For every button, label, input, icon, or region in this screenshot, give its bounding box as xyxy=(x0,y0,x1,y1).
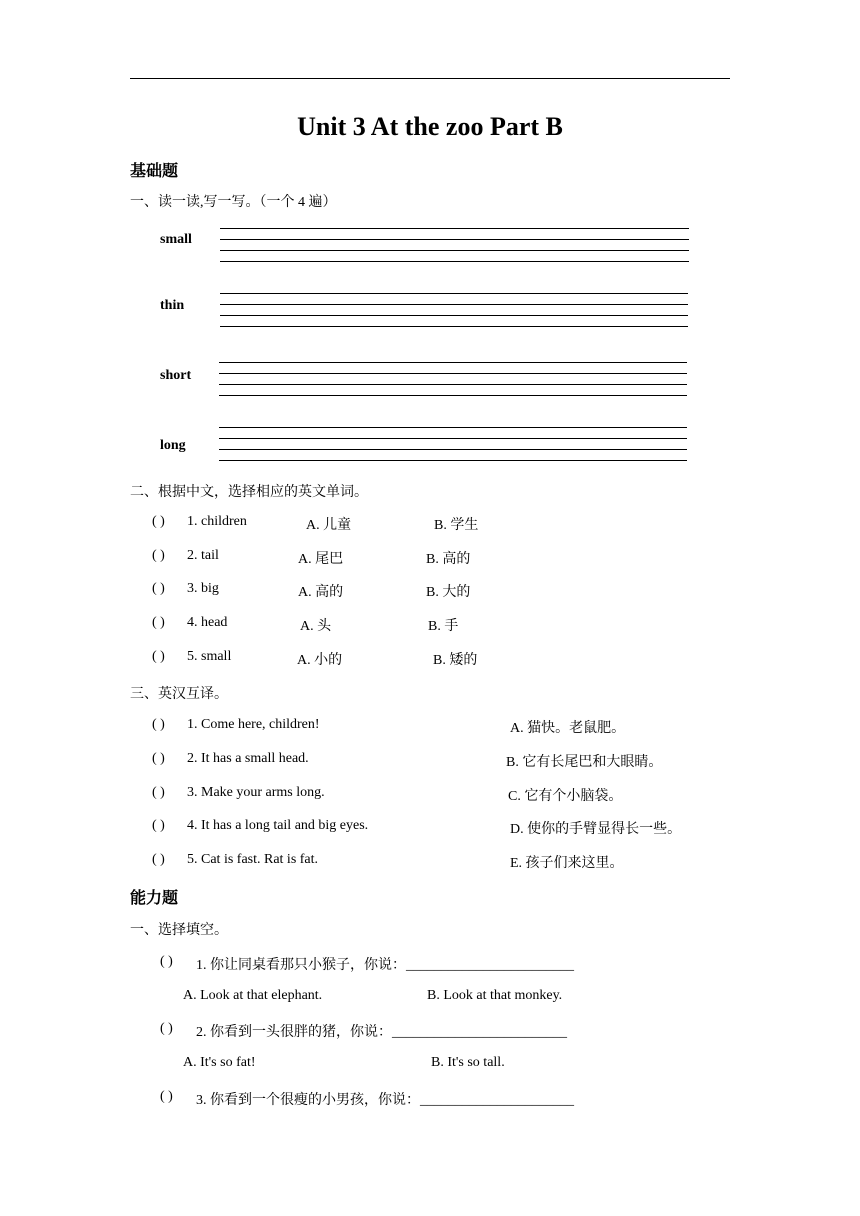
question-text: 5. Cat is fast. Rat is fat. xyxy=(187,852,319,867)
answer-bracket[interactable]: ( ) xyxy=(152,649,165,664)
practice-word: small xyxy=(160,232,192,247)
question-text: 3. 你看到一个很瘦的小男孩，你说：______________________ xyxy=(196,1093,574,1108)
answer-bracket[interactable]: ( ) xyxy=(152,615,165,630)
ability-section1-instruction: 一、选择填空。 xyxy=(130,923,228,938)
answer-bracket[interactable]: ( ) xyxy=(152,751,165,766)
section2-instruction: 二、根据中文，选择相应的英文单词。 xyxy=(130,485,368,500)
option-b: B. It's so tall. xyxy=(431,1055,505,1070)
practice-word: long xyxy=(160,438,186,453)
option-text: A. 猫快。老鼠肥。 xyxy=(510,721,626,736)
question-text: 2. 你看到一头很胖的猪，你说：_________________________ xyxy=(196,1025,567,1040)
option-text: B. 它有长尾巴和大眼睛。 xyxy=(506,755,663,770)
question-text: 4. It has a long tail and big eyes. xyxy=(187,818,369,833)
option-a: A. 头 xyxy=(300,619,332,634)
answer-bracket[interactable]: ( ) xyxy=(152,818,165,833)
question-text: 2. It has a small head. xyxy=(187,751,309,766)
answer-bracket[interactable]: ( ) xyxy=(160,1021,173,1036)
option-text: D. 使你的手臂显得长一些。 xyxy=(510,822,682,837)
option-a: A. 尾巴 xyxy=(298,552,344,567)
section3-instruction: 三、英汉互译。 xyxy=(130,687,228,702)
option-text: C. 它有个小脑袋。 xyxy=(508,789,623,804)
practice-word: thin xyxy=(160,298,185,313)
option-b: B. 手 xyxy=(428,619,459,634)
question-text: 2. tail xyxy=(187,548,219,563)
option-b: B. 学生 xyxy=(434,518,479,533)
basic-heading: 基础题 xyxy=(130,161,179,180)
answer-bracket[interactable]: ( ) xyxy=(152,785,165,800)
section1-instruction: 一、读一读,写一写。（一个 4 遍） xyxy=(130,195,337,210)
answer-bracket[interactable]: ( ) xyxy=(152,717,165,732)
question-text: 1. Come here, children! xyxy=(187,717,320,732)
option-a: A. Look at that elephant. xyxy=(183,988,323,1003)
question-text: 4. head xyxy=(187,615,228,630)
option-a: A. 小的 xyxy=(297,653,343,668)
header-rule xyxy=(130,78,730,79)
option-b: B. Look at that monkey. xyxy=(427,988,563,1003)
option-b: B. 高的 xyxy=(426,552,471,567)
option-a: A. 高的 xyxy=(298,585,344,600)
answer-bracket[interactable]: ( ) xyxy=(152,581,165,596)
question-text: 3. Make your arms long. xyxy=(187,785,325,800)
question-text: 3. big xyxy=(187,581,219,596)
option-text: E. 孩子们来这里。 xyxy=(510,856,624,871)
answer-bracket[interactable]: ( ) xyxy=(152,514,165,529)
option-a: A. It's so fat! xyxy=(183,1055,256,1070)
answer-bracket[interactable]: ( ) xyxy=(152,852,165,867)
question-text: 1. 你让同桌看那只小猴子，你说：________________________ xyxy=(196,958,574,973)
ability-heading: 能力题 xyxy=(130,888,179,907)
option-a: A. 儿童 xyxy=(306,518,352,533)
question-text: 1. children xyxy=(187,514,247,529)
practice-word: short xyxy=(160,368,192,383)
option-b: B. 矮的 xyxy=(433,653,478,668)
answer-bracket[interactable]: ( ) xyxy=(160,954,173,969)
answer-bracket[interactable]: ( ) xyxy=(152,548,165,563)
option-b: B. 大的 xyxy=(426,585,471,600)
question-text: 5. small xyxy=(187,649,232,664)
page-title: Unit 3 At the zoo Part B xyxy=(297,112,563,141)
answer-bracket[interactable]: ( ) xyxy=(160,1089,173,1104)
